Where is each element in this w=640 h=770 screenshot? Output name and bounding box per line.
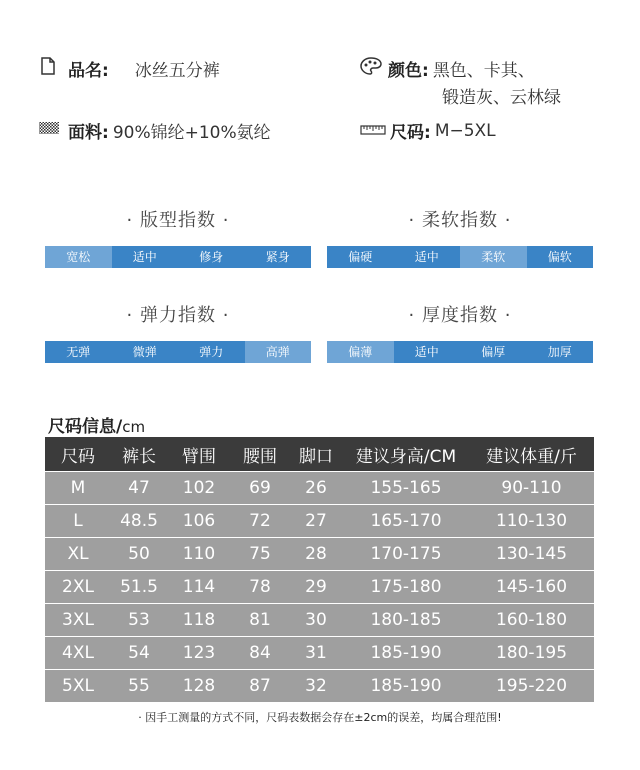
cell: 50 — [111, 538, 167, 571]
cell: XL — [45, 538, 111, 571]
cell: L — [45, 505, 111, 538]
fabric-row — [38, 118, 271, 143]
fabric-value: 90%锦纶+10%氨纶 — [112, 123, 271, 143]
softness-option: 偏硬 — [327, 246, 394, 268]
cell: 110 — [167, 538, 231, 571]
fabric-label: 面料: — [68, 123, 109, 143]
elasticity-index-bar — [45, 341, 311, 363]
header-cell: 尺码 — [45, 437, 111, 472]
cell: 47 — [111, 472, 167, 505]
cell: 27 — [289, 505, 343, 538]
cell: 195-220 — [469, 670, 594, 703]
cell: 81 — [231, 604, 289, 637]
cell: 29 — [289, 571, 343, 604]
softness-index-title: · 柔软指数 · — [408, 210, 512, 231]
cell: 180-185 — [343, 604, 469, 637]
cell: 51.5 — [111, 571, 167, 604]
table-row — [45, 538, 594, 571]
cell: 128 — [167, 670, 231, 703]
cell: 145-160 — [469, 571, 594, 604]
size-table-title-text: 尺码信息/ — [48, 417, 123, 437]
table-row — [45, 472, 594, 505]
ruler-icon — [360, 121, 386, 141]
thickness-index — [327, 301, 593, 363]
size-value: M−5XL — [434, 120, 496, 141]
cell: 102 — [167, 472, 231, 505]
table-row — [45, 637, 594, 670]
product-name-row — [40, 56, 220, 81]
fit-option: 修身 — [178, 246, 245, 268]
cell: 155-165 — [343, 472, 469, 505]
header-cell: 建议体重/斤 — [469, 437, 594, 472]
document-icon — [40, 57, 56, 80]
cell: 4XL — [45, 637, 111, 670]
table-row — [45, 505, 594, 538]
cell: 69 — [231, 472, 289, 505]
fit-option: 紧身 — [245, 246, 312, 268]
fit-option: 适中 — [112, 246, 179, 268]
fabric-texture-icon — [38, 120, 60, 141]
header-cell: 裤长 — [111, 437, 167, 472]
cell: 90-110 — [469, 472, 594, 505]
cell: 3XL — [45, 604, 111, 637]
softness-option: 偏软 — [527, 246, 594, 268]
elasticity-option: 微弹 — [112, 341, 179, 363]
thickness-option: 加厚 — [527, 341, 594, 363]
cell: 28 — [289, 538, 343, 571]
softness-index — [327, 206, 593, 268]
table-row — [45, 604, 594, 637]
cell: 110-130 — [469, 505, 594, 538]
cell: 130-145 — [469, 538, 594, 571]
size-table-title — [48, 412, 145, 437]
cell: 48.5 — [111, 505, 167, 538]
fit-option: 宽松 — [45, 246, 112, 268]
thickness-index-title: · 厚度指数 · — [408, 305, 512, 326]
softness-option: 柔软 — [460, 246, 527, 268]
thickness-option: 偏薄 — [327, 341, 394, 363]
fit-index-title: · 版型指数 · — [126, 210, 230, 231]
header-cell: 建议身高/CM — [343, 437, 469, 472]
cell: 114 — [167, 571, 231, 604]
cell: 5XL — [45, 670, 111, 703]
cell: 180-195 — [469, 637, 594, 670]
product-name-label: 品名: — [68, 61, 109, 81]
size-table — [45, 437, 594, 702]
header-cell: 腰围 — [231, 437, 289, 472]
cell: 170-175 — [343, 538, 469, 571]
cell: 26 — [289, 472, 343, 505]
cell: 53 — [111, 604, 167, 637]
softness-index-bar — [327, 246, 593, 268]
cell: 87 — [231, 670, 289, 703]
cell: 78 — [231, 571, 289, 604]
table-row — [45, 670, 594, 703]
cell: 75 — [231, 538, 289, 571]
cell: 32 — [289, 670, 343, 703]
cell: 165-170 — [343, 505, 469, 538]
thickness-index-bar — [327, 341, 593, 363]
header-cell: 臂围 — [167, 437, 231, 472]
elasticity-option: 弹力 — [178, 341, 245, 363]
header-cell: 脚口 — [289, 437, 343, 472]
cell: 118 — [167, 604, 231, 637]
table-row — [45, 571, 594, 604]
thickness-option: 适中 — [394, 341, 461, 363]
size-label: 尺码: — [390, 123, 431, 143]
color-value-line2: 锻造灰、云林绿 — [442, 88, 561, 108]
cell: 54 — [111, 637, 167, 670]
cell: 30 — [289, 604, 343, 637]
cell: 31 — [289, 637, 343, 670]
thickness-option: 偏厚 — [460, 341, 527, 363]
color-value-line1: 黑色、卡其、 — [432, 61, 535, 81]
size-table-header — [45, 437, 594, 472]
color-row — [360, 56, 561, 108]
size-table-unit: cm — [122, 418, 146, 436]
cell: 123 — [167, 637, 231, 670]
size-row — [360, 118, 496, 143]
elasticity-index — [45, 301, 311, 363]
palette-icon — [360, 57, 382, 80]
cell: 55 — [111, 670, 167, 703]
elasticity-index-title: · 弹力指数 · — [126, 305, 230, 326]
product-name-value: 冰丝五分裤 — [134, 61, 220, 81]
cell: 175-180 — [343, 571, 469, 604]
fit-index-bar — [45, 246, 311, 268]
softness-option: 适中 — [394, 246, 461, 268]
cell: 2XL — [45, 571, 111, 604]
cell: M — [45, 472, 111, 505]
color-label: 颜色: — [388, 61, 429, 81]
cell: 84 — [231, 637, 289, 670]
fit-index — [45, 206, 311, 268]
elasticity-option: 无弹 — [45, 341, 112, 363]
measurement-note: · 因手工测量的方式不同，尺码表数据会存在±2cm的误差，均属合理范围! — [138, 711, 502, 724]
cell: 160-180 — [469, 604, 594, 637]
cell: 185-190 — [343, 670, 469, 703]
cell: 106 — [167, 505, 231, 538]
cell: 72 — [231, 505, 289, 538]
elasticity-option: 高弹 — [245, 341, 312, 363]
cell: 185-190 — [343, 637, 469, 670]
